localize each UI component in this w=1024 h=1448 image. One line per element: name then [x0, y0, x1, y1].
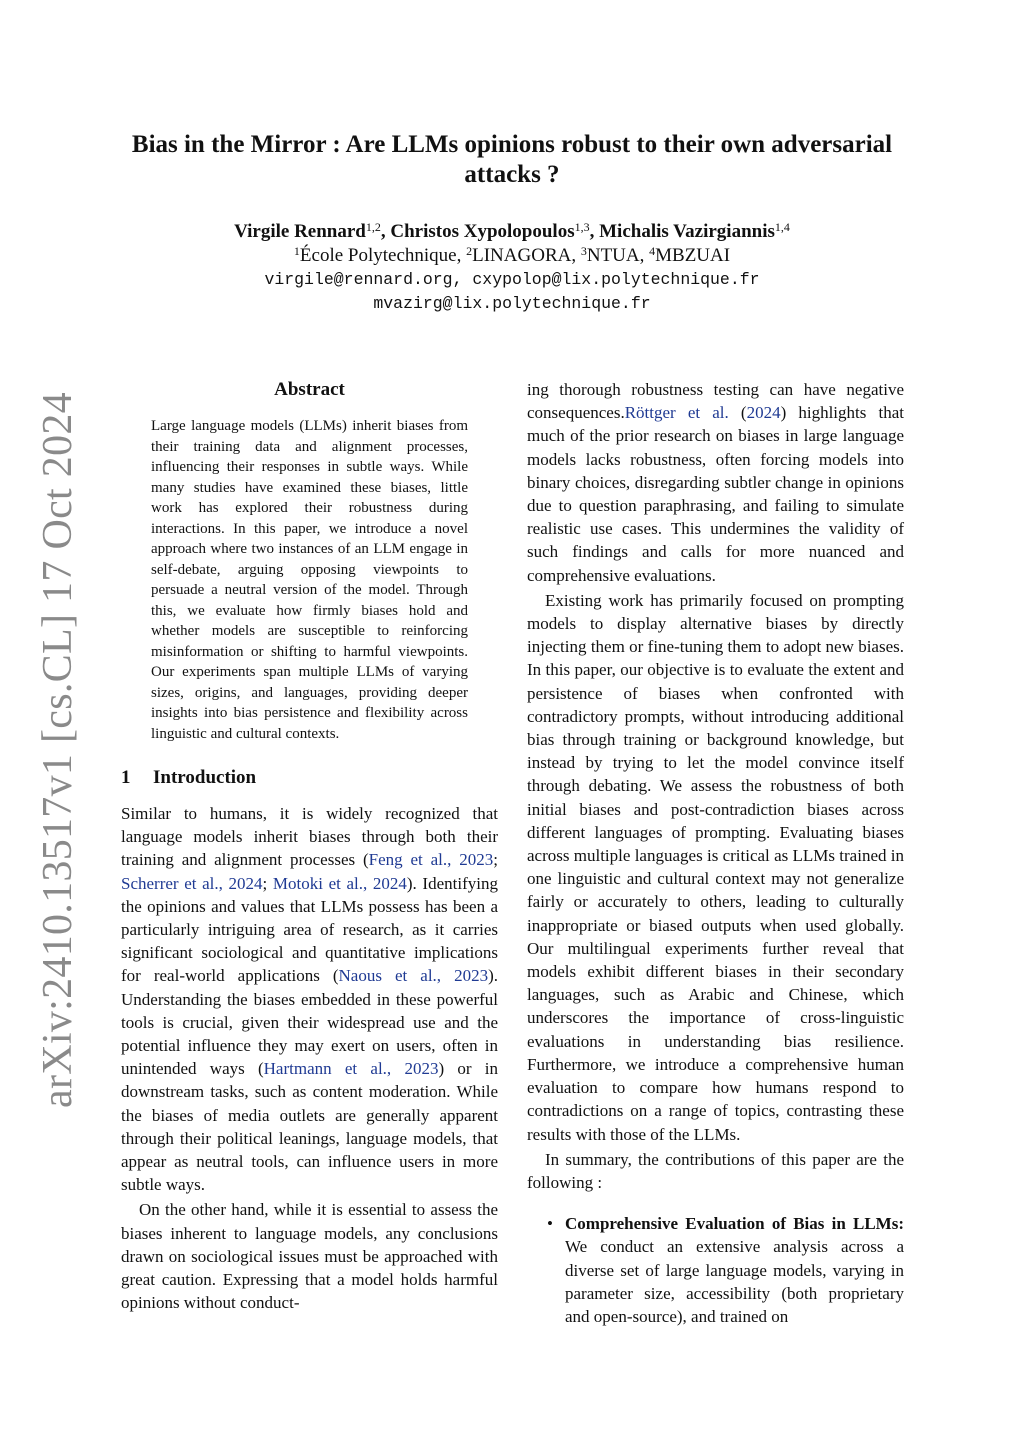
sep: , — [380, 221, 391, 242]
aff-2-mark: 2 — [466, 244, 473, 258]
text-run: ). Identifying the opinions and values that LLMs possess has been a particularly intriguing area of research, as it carries significant sociological and quantitative implications for real-world applications ( — [121, 873, 498, 986]
aff-4: MBZUAI — [655, 245, 731, 266]
text-run: ; — [493, 850, 498, 870]
arxiv-identifier-text: arXiv:2410.13517v1 [cs.CL] 17 Oct 2024 — [35, 392, 81, 1108]
text-run: ). Understanding the biases embedded in these powerful tools is crucial, given their widespread use and the potential influence they may exert on users, often in unintended ways ( — [121, 966, 498, 1079]
contributions-list — [527, 1212, 904, 1328]
abstract-heading: Abstract — [274, 379, 345, 400]
email-line-1[interactable]: virgile@rennard.org, cxypolop@lix.polytechnique.fr — [264, 270, 760, 289]
aff-1-mark: 1 — [293, 244, 300, 258]
citation-link[interactable]: 2024 — [746, 403, 781, 423]
author-2: Christos Xypolopoulos — [390, 221, 575, 242]
citation-link[interactable]: Scherrer et al., 2024 — [121, 873, 263, 893]
author-1: Virgile Rennard — [234, 221, 366, 242]
section-number: 1 — [121, 767, 131, 788]
aff-3-mark: 3 — [580, 244, 587, 258]
paper-title — [110, 130, 914, 190]
citation-link[interactable]: Naous et al., 2023 — [338, 966, 489, 986]
author-3-affil: 1,4 — [774, 220, 790, 234]
right-paragraph-3: In summary, the contributions of this paper are the following : — [527, 1149, 904, 1192]
sep: , — [589, 221, 600, 242]
email-line-2[interactable]: mvazirg@lix.polytechnique.fr — [373, 294, 651, 313]
contribution-title: Comprehensive Evaluation of Bias in LLMs: — [565, 1214, 904, 1234]
section-heading-introduction — [121, 766, 498, 790]
aff-2: LINAGORA, — [472, 245, 581, 266]
author-names — [110, 220, 914, 244]
bullet-icon: • — [547, 1214, 553, 1234]
citation-link[interactable]: Röttger et al. — [624, 403, 729, 423]
intro-paragraph-1 — [121, 802, 498, 1196]
affiliations — [110, 244, 914, 268]
right-paragraph-1 — [527, 378, 904, 587]
author-3: Michalis Vazirgiannis — [599, 221, 775, 242]
author-2-affil: 1,3 — [574, 220, 590, 234]
aff-3: NTUA, — [586, 245, 650, 266]
text-run: ) highlights that much of the prior research on biases in large language models lacks robustness, often forcing models into binary choices, disregarding subtler change in opinions due to question paraphrasing, and failing to simulate realistic use cases. This undermines the validity of such findings and calls for more nuanced and comprehensive evaluations. — [527, 403, 904, 585]
text-run: ; — [262, 873, 273, 893]
text-run: ( — [728, 403, 747, 423]
aff-1: École Polytechnique, — [299, 245, 467, 266]
right-paragraph-2: Existing work has primarily focused on prompting models to display alternative biases by directly injecting them or fine-tuning them to adopt new biases. In this paper, our objective is to evaluate the extent and persistence of biases when confronted with contradictory prompts, without introducing additional bias through training or background knowledge, but instead by trying to let the model convince itself through debating. We assess the robustness of both initial biases and post-contradiction biases across different languages of prompting. Evaluating biases across multiple languages is critical as LLMs trained in one linguistic and cultural context may not generalize fairly or accurately to others, leading to culturally inappropriate or biased outputs when used globally. Our multilingual experiments further reveal that models exhibit different biases in their secondary languages, such as Arabic and Chinese, which underscores the importance of cross-linguistic evaluations in understanding bias resilience. Furthermore, we introduce a comprehensive human evaluation to compare how humans respond to contradictions on a range of topics, contrasting these results with those of the LLMs. — [527, 590, 904, 1144]
title-line-1: Bias in the Mirror : Are LLMs opinions robust to their own adversarial — [131, 131, 893, 158]
citation-link[interactable]: Hartmann et al., 2023 — [263, 1059, 439, 1079]
intro-paragraph-2: On the other hand, while it is essential to assess the biases inherent to language models, any conclusions drawn on sociological issues must be approached with great caution. Expressing that a model holds harmful opinions without conduct- — [121, 1200, 498, 1313]
author-block — [110, 220, 914, 316]
left-column — [121, 378, 498, 1314]
right-column — [527, 378, 904, 1328]
aff-4-mark: 4 — [649, 244, 656, 258]
section-title: Introduction — [153, 767, 257, 788]
contribution-item — [527, 1212, 904, 1328]
text-run: ing thorough robustness testing can have negative consequences. — [527, 380, 904, 423]
abstract-body: Large language models (LLMs) inherit biases from their training data and alignment processes, influencing their responses in subtle ways. While many studies have examined these biases, little work has explored their robustness during interactions. In this paper, we introduce a novel approach where two instances of an LLM engage in self-debate, arguing opposing viewpoints to persuade a neutral version of the model. Through this, we evaluate how firmly biases hold and whether models are susceptible to reinforcing misinformation or shifting to harmful viewpoints. Our experiments span multiple LLMs of varying sizes, origins, and languages, providing deeper insights into bias persistence and flexibility across linguistic and cultural contexts. — [151, 418, 468, 742]
contribution-text: We conduct an extensive analysis across a diverse set of large language models, varying in parameter size, accessibility (both proprietary and open-source), and trained on — [565, 1237, 904, 1326]
text-run: ) or in downstream tasks, such as content moderation. While the biases of media outlets are generally apparent through their political leanings, language models, that appear as neutral tools, can influence users in more subtle ways. — [121, 1059, 499, 1195]
citation-link[interactable]: Feng et al., 2023 — [368, 850, 494, 870]
text-run: Similar to humans, it is widely recognized that language models inherit biases through both their training and alignment processes ( — [121, 804, 498, 870]
title-line-2: attacks ? — [464, 161, 560, 188]
author-1-affil: 1,2 — [365, 220, 381, 234]
citation-link[interactable]: Motoki et al., 2024 — [272, 873, 407, 893]
